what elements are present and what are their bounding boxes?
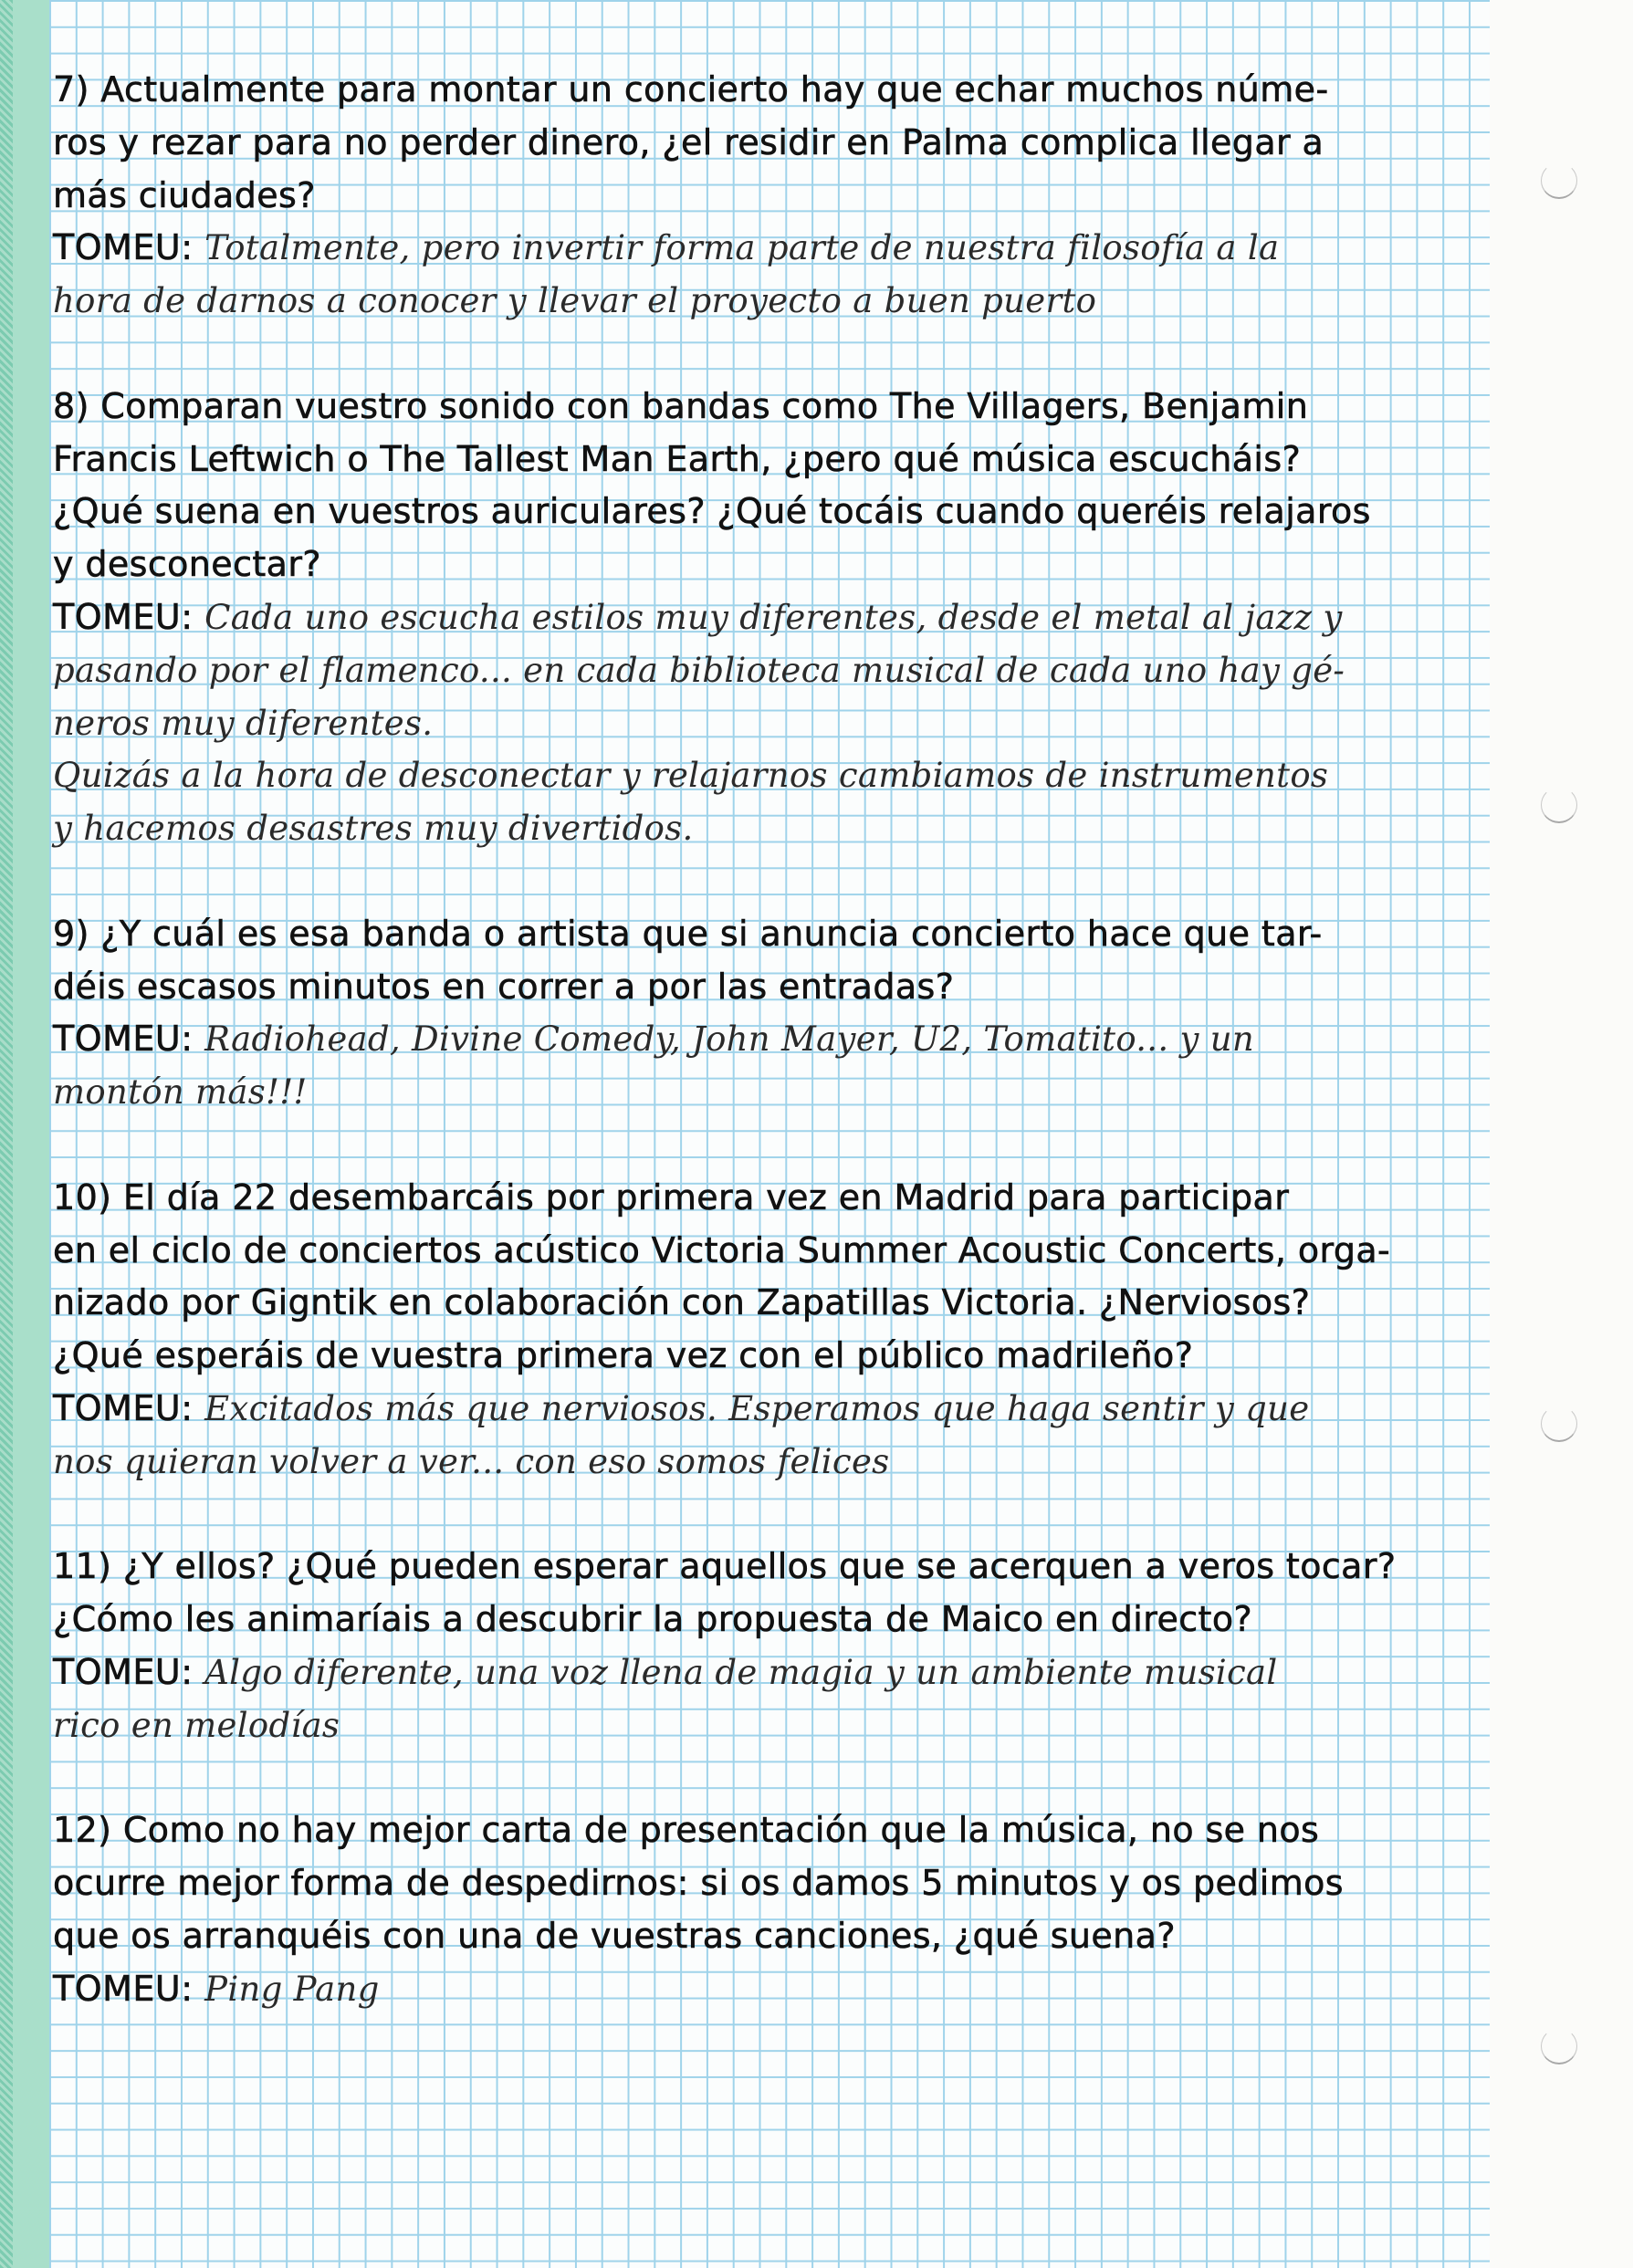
speaker-label: TOMEU: — [53, 596, 205, 637]
answer-text: rico en melodías — [53, 1705, 340, 1745]
qa-block — [53, 1172, 1495, 1489]
answer-line — [53, 697, 1495, 750]
question-line: ¿Cómo les animaríais a descubrir la propuesta de Maico en directo? — [53, 1599, 1253, 1640]
answer-line — [53, 644, 1495, 697]
speaker-label: TOMEU: — [53, 227, 205, 268]
answer-text: Algo diferente, una voz llena de magia y un ambiente musical — [204, 1652, 1278, 1692]
question-line: que os arranquéis con una de vuestras canciones, ¿qué suena? — [53, 1915, 1176, 1956]
punch-hole-icon — [1541, 162, 1577, 199]
qa-block — [53, 1804, 1495, 2015]
answer-text: hora de darnos a conocer y llevar el proyecto a buen puerto — [53, 281, 1097, 321]
interview-text — [53, 64, 1495, 2068]
answer-text: nos quieran volver a ver... con eso somos felices — [53, 1441, 890, 1481]
binding-edge — [0, 0, 13, 2268]
speaker-label: TOMEU: — [53, 1968, 205, 2009]
speaker-label: TOMEU: — [53, 1387, 205, 1428]
margin-strip — [13, 0, 49, 2268]
answer-line — [53, 1383, 1495, 1436]
question-line: déis escasos minutos en correr a por las entradas? — [53, 966, 955, 1007]
answer-line — [53, 222, 1495, 275]
answer-line — [53, 1066, 1495, 1119]
answer-line — [53, 1436, 1495, 1489]
question-line: 9) ¿Y cuál es esa banda o artista que si anuncia concierto hace que tar- — [53, 913, 1323, 954]
question-line: 10) El día 22 desembarcáis por primera vez en Madrid para participar — [53, 1176, 1290, 1218]
answer-line — [53, 275, 1495, 328]
qa-block — [53, 1541, 1495, 1751]
question-line: 7) Actualmente para montar un concierto hay que echar muchos núme- — [53, 69, 1329, 110]
speaker-label: TOMEU: — [53, 1019, 205, 1060]
question-line: 11) ¿Y ellos? ¿Qué pueden esperar aquellos que se acerquen a veros tocar? — [53, 1546, 1397, 1587]
answer-line — [53, 1963, 1495, 2016]
answer-line — [53, 1646, 1495, 1699]
question-line: 12) Como no hay mejor carta de presentación que la música, no se nos — [53, 1810, 1320, 1851]
question-line: 8) Comparan vuestro sonido con bandas como The Villagers, Benjamin — [53, 385, 1309, 426]
question-line: ¿Qué esperáis de vuestra primera vez con el público madrileño? — [53, 1335, 1194, 1376]
question-line: Francis Leftwich o The Tallest Man Earth, ¿pero qué música escucháis? — [53, 438, 1302, 479]
answer-text: Ping Pang — [204, 1969, 380, 2009]
qa-block — [53, 381, 1495, 855]
answer-text: Quizás a la hora de desconectar y relajarnos cambiamos de instrumentos — [53, 756, 1329, 796]
question-line: ocurre mejor forma de despedirnos: si os damos 5 minutos y os pedimos — [53, 1863, 1344, 1904]
answer-line — [53, 591, 1495, 644]
punch-hole-icon — [1541, 787, 1577, 823]
question-line: ros y rezar para no perder dinero, ¿el residir en Palma complica llegar a — [53, 121, 1324, 162]
right-margin — [1490, 0, 1633, 2268]
answer-line — [53, 1699, 1495, 1752]
punch-hole-icon — [1541, 1406, 1577, 1442]
question-line: ¿Qué suena en vuestros auriculares? ¿Qué tocáis cuando queréis relajaros — [53, 491, 1371, 532]
answer-text: y hacemos desastres muy divertidos. — [53, 809, 694, 849]
answer-line — [53, 749, 1495, 802]
qa-block — [53, 64, 1495, 328]
answer-text: Radiohead, Divine Comedy, John Mayer, U2, Tomatito... y un — [204, 1019, 1255, 1060]
question-line: nizado por Gigntik en colaboración con Zapatillas Victoria. ¿Nerviosos? — [53, 1282, 1311, 1323]
answer-text: Excitados más que nerviosos. Esperamos que haga sentir y que — [204, 1388, 1310, 1428]
punch-hole-icon — [1541, 2028, 1577, 2064]
answer-text: Totalmente, pero invertir forma parte de nuestra filosofía a la — [204, 228, 1280, 268]
answer-line — [53, 802, 1495, 855]
question-line: en el ciclo de conciertos acústico Victoria Summer Acoustic Concerts, orga- — [53, 1229, 1391, 1270]
qa-block — [53, 908, 1495, 1119]
answer-text: montón más!!! — [53, 1072, 308, 1113]
question-line: y desconectar? — [53, 544, 321, 585]
question-line: más ciudades? — [53, 174, 316, 215]
answer-text: neros muy diferentes. — [53, 703, 434, 743]
answer-text: pasando por el flamenco... en cada biblioteca musical de cada uno hay gé- — [53, 650, 1345, 690]
speaker-label: TOMEU: — [53, 1651, 205, 1692]
answer-line — [53, 1013, 1495, 1066]
answer-text: Cada uno escucha estilos muy diferentes, desde el metal al jazz y — [204, 597, 1343, 637]
